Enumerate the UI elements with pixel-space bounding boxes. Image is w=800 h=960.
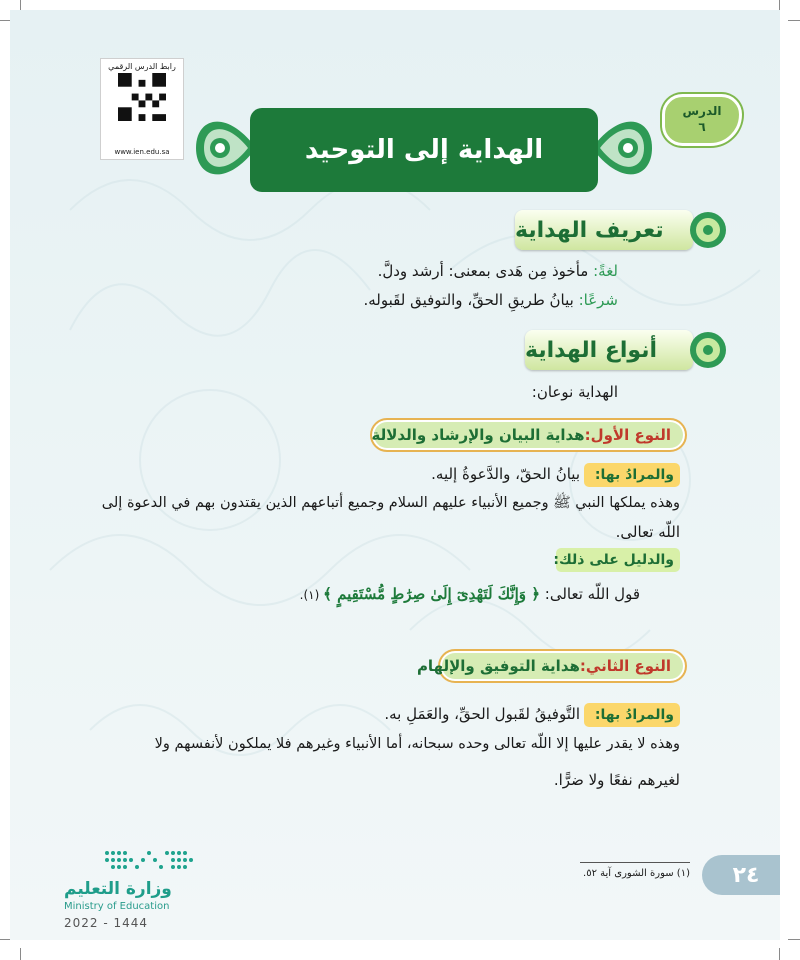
lesson-number: ٦ [698,120,706,134]
qr-code-box[interactable] [100,58,184,160]
type-two-meaning-tag: والمرادُ بها: [584,703,680,727]
page-number: ٢٤ [702,855,780,895]
section-heading-definition: تعريف الهداية [515,210,693,250]
type-one-line2: اللّه تعالى. [615,523,680,541]
ministry-logo [64,845,204,930]
page [10,10,780,940]
definition-legal-text: بيانُ طريقِ الحقِّ، والتوفيق لقَبوله. [363,291,579,309]
type-one-value: هداية البيان والإرشاد والدلالة [371,426,585,444]
type-two-meaning: التَّوفيقُ لقَبول الحقِّ، والعَمَلِ به. [384,705,580,723]
type-one-evidence [300,585,640,603]
lesson-title: الهداية إلى التوحيد [250,108,598,192]
ministry-dots-icon [102,845,202,875]
types-intro: الهداية نوعان: [531,383,618,401]
qr-url: www.ien.edu.sa [114,148,170,156]
evidence-prefix: قول اللّه تعالى: [540,585,640,603]
qr-code-icon [118,73,166,121]
type-one-line1: وهذه يملكها النبي ﷺ وجميع الأنبياء عليهم السلام وجميع أتباعهم الذين يقتدون بهم في الدعوة إلى [101,495,680,511]
flower-ornament-icon [686,208,730,252]
definition-legal-key: شرعًا: [578,291,618,309]
lesson-label: الدرس [682,104,722,118]
type-two-heading [416,649,687,683]
quran-verse: ﴿ وَإِنَّكَ لَتَهْدِىٓ إِلَىٰ صِرَٰطٍ مُّسْتَقِيمٍ ﴾ [323,585,541,603]
type-one-heading [370,418,687,452]
qr-caption: رابط الدرس الرقمي [108,62,176,71]
type-one-evidence-tag: والدليل على ذلك: [556,548,680,572]
section-heading-types: أنواع الهداية [525,330,693,370]
definition-linguistic-key: لغةً: [593,262,618,280]
lesson-badge [662,94,742,146]
type-one-meaning-tag: والمرادُ بها: [584,463,680,487]
definition-linguistic [378,262,618,280]
definition-linguistic-text: مأخوذ مِن هَدى بمعنى: أرشد ودلَّ. [377,262,594,280]
type-two-line1: وهذه لا يقدر عليها إلا اللّه تعالى وحده سبحانه، أما الأنبياء وغيرهم فلا يملكون لأنفسهم ولا [154,736,680,752]
definition-legal [364,291,619,309]
right-title-ornament-icon [590,98,662,198]
left-title-ornament-icon [186,98,258,198]
type-two-line2: لغيرهم نفعًا ولا ضرًّا. [553,771,680,789]
type-one-meaning: بيانُ الحقّ، والدَّعوةُ إليه. [431,465,580,483]
footnote-divider [580,862,690,863]
flower-ornament-icon [686,328,730,372]
ministry-name-en: Ministry of Education [64,901,170,912]
type-two-key: النوع الثاني: [579,657,671,675]
ministry-name-ar: وزارة التعليم [64,879,172,899]
footnote-ref: (١). [299,588,324,602]
type-one-key: النوع الأول: [584,426,671,444]
edition-year: 2022 - 1444 [64,916,149,930]
type-two-value: هداية التوفيق والإلهام [416,657,580,675]
footnote: (١) سورة الشورى آية ٥٢. [583,868,690,879]
